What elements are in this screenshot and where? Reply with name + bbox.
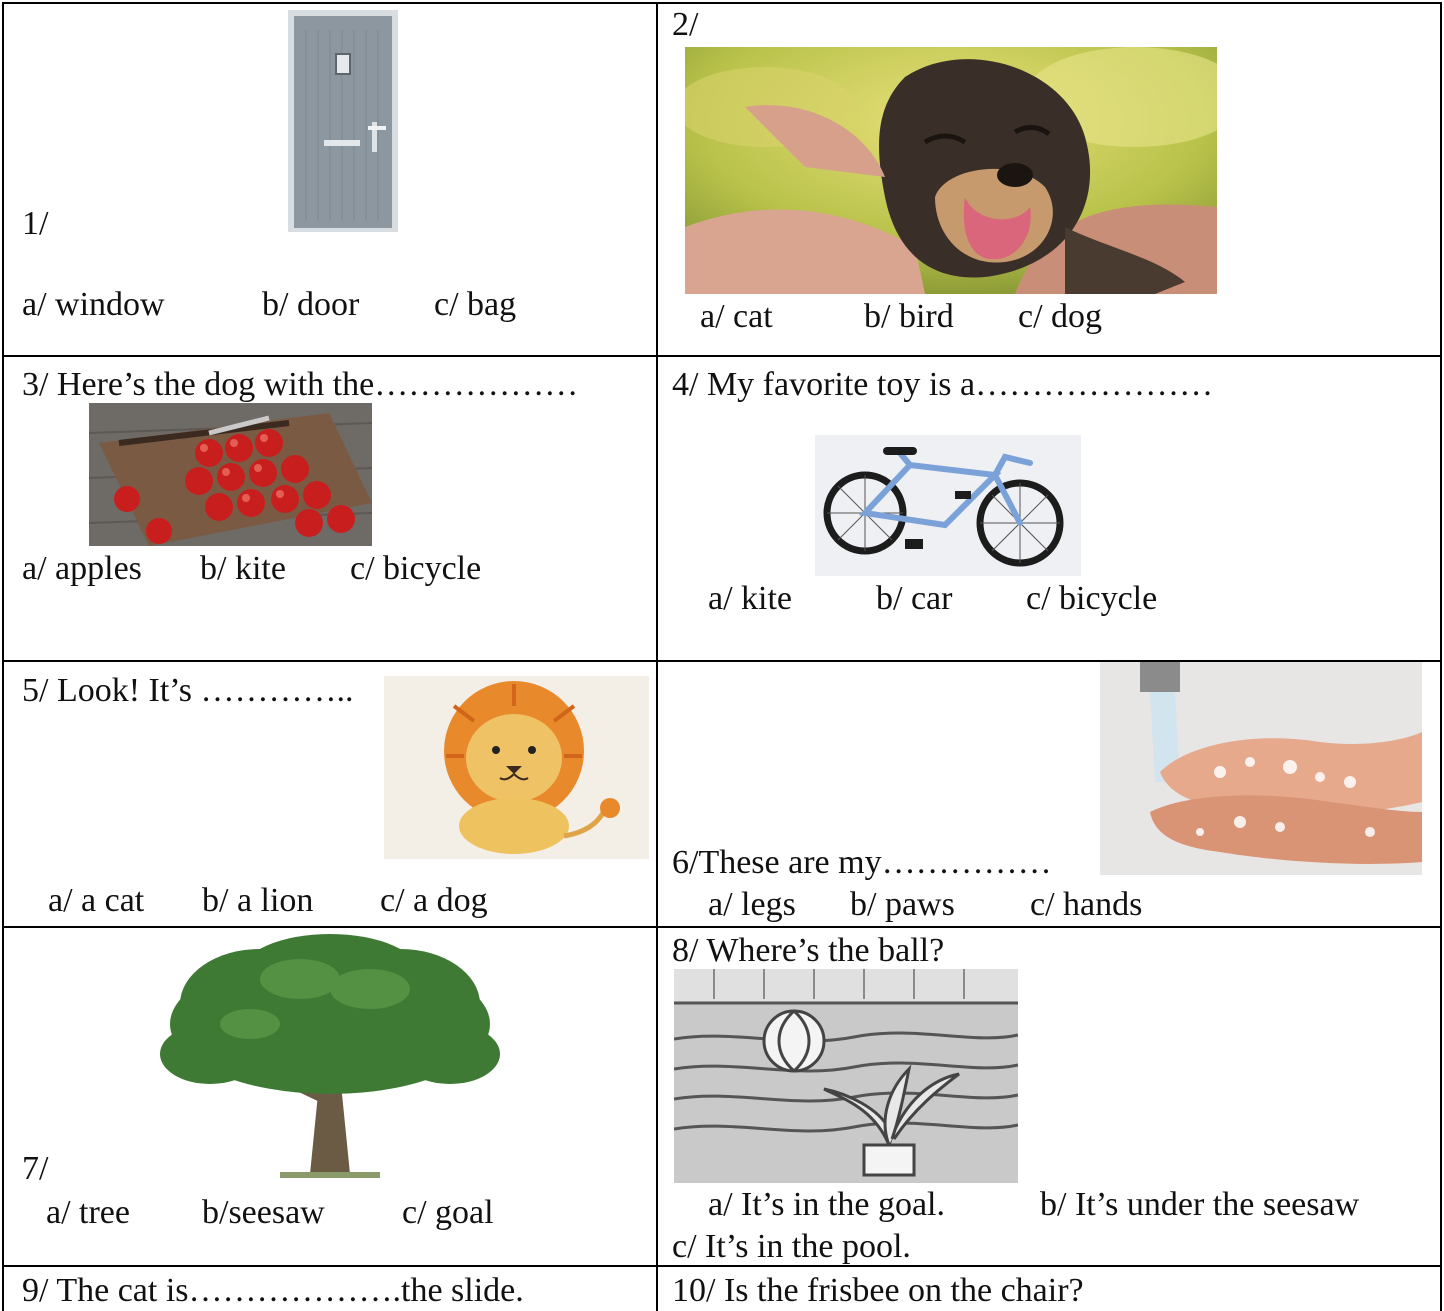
option-a[interactable]: a/ cat bbox=[700, 298, 773, 335]
option-a[interactable]: a/ apples bbox=[22, 550, 142, 587]
hands-image bbox=[1100, 662, 1422, 875]
option-a[interactable]: a/ a cat bbox=[48, 882, 145, 919]
lion-image bbox=[384, 676, 649, 859]
question-prompt: 9/ The cat is……………….the slide. bbox=[22, 1272, 524, 1309]
option-b[interactable]: b/ a lion bbox=[202, 882, 314, 919]
bicycle-image bbox=[815, 435, 1081, 576]
option-c[interactable]: c/ dog bbox=[1018, 298, 1103, 335]
table-border bbox=[2, 926, 1442, 928]
option-a[interactable]: a/ It’s in the goal. bbox=[708, 1186, 946, 1223]
option-c[interactable]: c/ goal bbox=[402, 1194, 494, 1231]
question-prompt: 3/ Here’s the dog with the……………… bbox=[22, 366, 579, 403]
question-number: 1/ bbox=[22, 205, 49, 242]
option-a[interactable]: a/ legs bbox=[708, 886, 796, 923]
tree-image bbox=[150, 934, 510, 1182]
option-c[interactable]: c/ hands bbox=[1030, 886, 1143, 923]
question-number: 2/ bbox=[672, 6, 699, 43]
table-border bbox=[2, 2, 4, 1311]
question-prompt: 5/ Look! It’s ………….. bbox=[22, 672, 354, 709]
option-c[interactable]: c/ a dog bbox=[380, 882, 488, 919]
option-c[interactable]: c/ bicycle bbox=[350, 550, 482, 587]
option-b[interactable]: b/ door bbox=[262, 286, 360, 323]
question-prompt: 8/ Where’s the ball? bbox=[672, 932, 945, 969]
option-c[interactable]: c/ It’s in the pool. bbox=[672, 1228, 911, 1265]
apples-image bbox=[89, 403, 372, 546]
question-prompt: 10/ Is the frisbee on the chair? bbox=[672, 1272, 1084, 1309]
option-a[interactable]: a/ kite bbox=[708, 580, 793, 617]
table-border bbox=[1440, 2, 1442, 1311]
option-a[interactable]: a/ window bbox=[22, 286, 165, 323]
option-b[interactable]: b/ kite bbox=[200, 550, 286, 587]
question-number: 7/ bbox=[22, 1150, 49, 1187]
option-b[interactable]: b/ paws bbox=[850, 886, 955, 923]
option-c[interactable]: c/ bicycle bbox=[1026, 580, 1158, 617]
question-prompt: 4/ My favorite toy is a………………… bbox=[672, 366, 1214, 403]
option-b[interactable]: b/seesaw bbox=[202, 1194, 325, 1231]
option-c[interactable]: c/ bag bbox=[434, 286, 517, 323]
option-b[interactable]: b/ bird bbox=[864, 298, 954, 335]
table-border bbox=[656, 2, 658, 1311]
option-a[interactable]: a/ tree bbox=[46, 1194, 130, 1231]
option-b[interactable]: b/ It’s under the seesaw bbox=[1040, 1186, 1360, 1223]
dog-image bbox=[685, 47, 1217, 294]
question-prompt: 6/These are my…………… bbox=[672, 844, 1052, 881]
table-border bbox=[2, 355, 1442, 357]
door-image bbox=[288, 10, 398, 232]
table-border bbox=[2, 2, 1442, 4]
pool-image bbox=[674, 969, 1018, 1183]
option-b[interactable]: b/ car bbox=[876, 580, 953, 617]
